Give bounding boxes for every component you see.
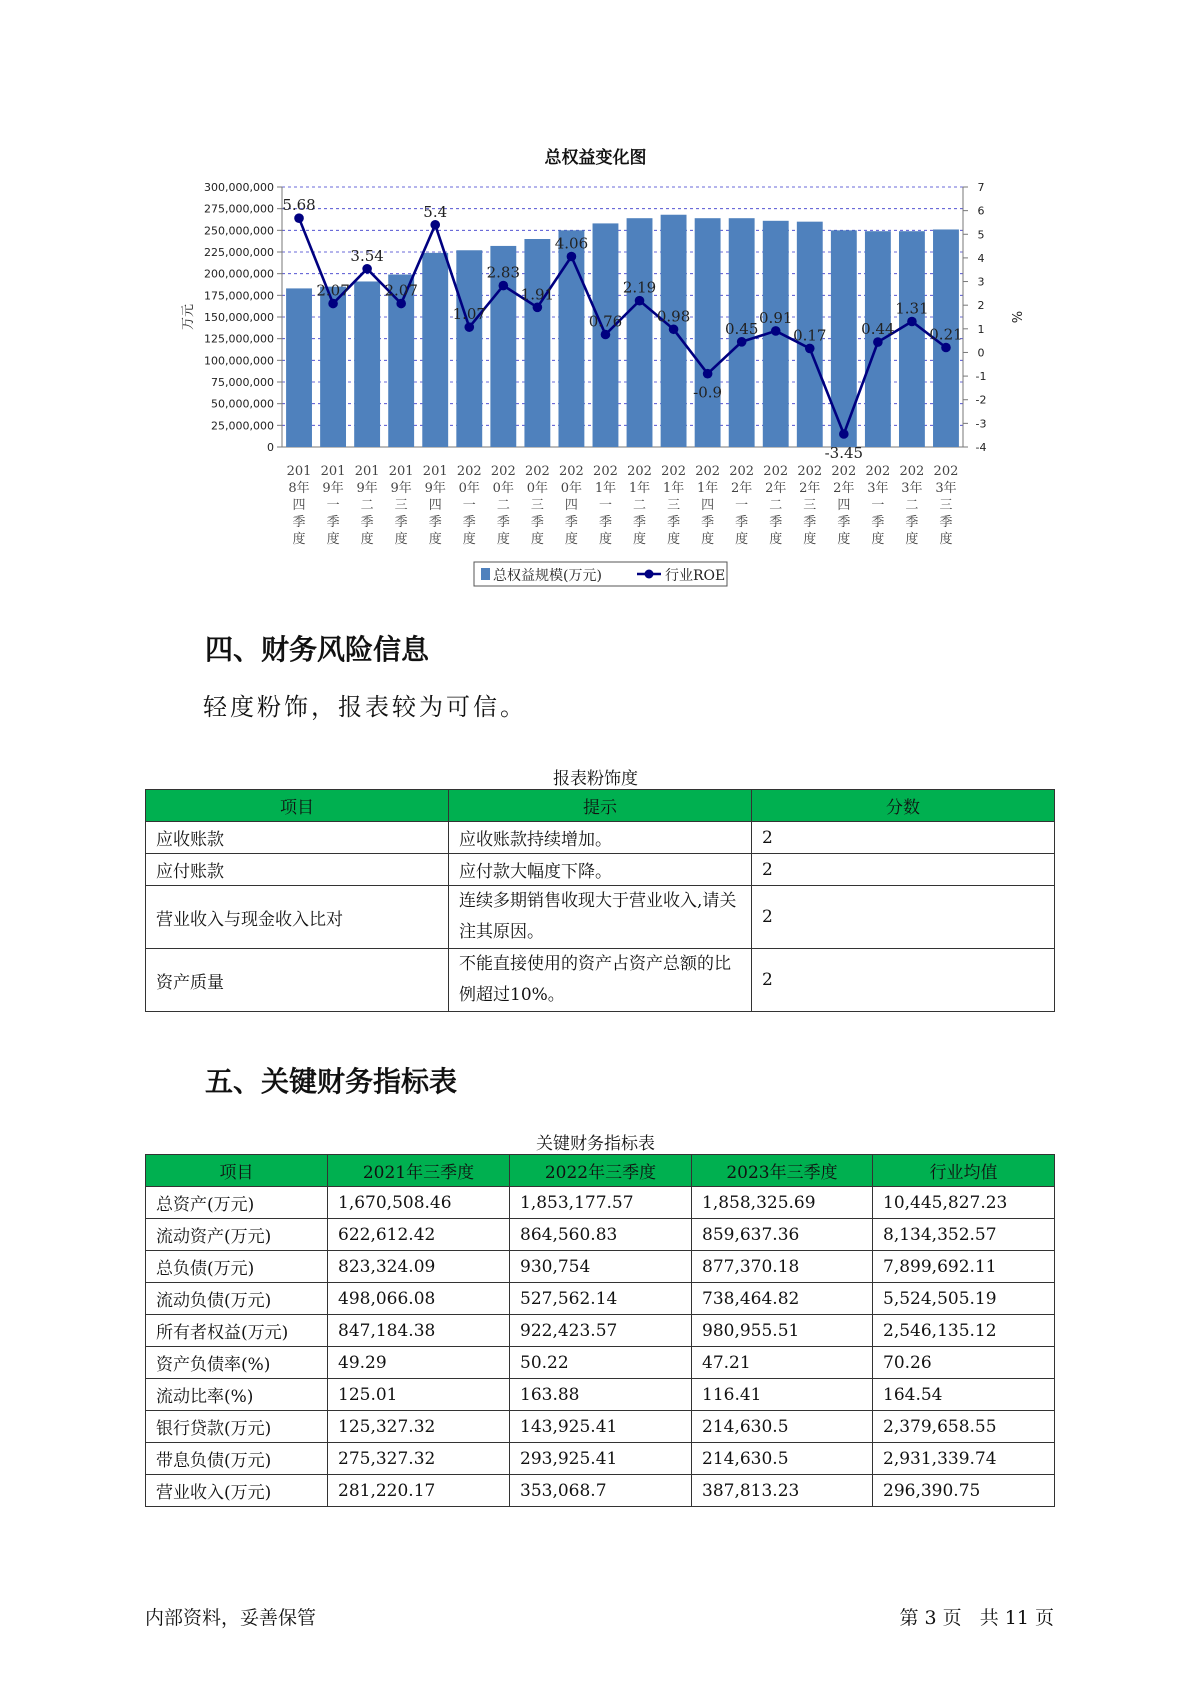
header-cell: 提示 bbox=[449, 790, 752, 822]
roe-point bbox=[703, 369, 713, 379]
right-tick-label: -3 bbox=[975, 417, 987, 431]
x-tick-label: 度 bbox=[905, 532, 919, 547]
x-tick-label: 一 bbox=[871, 498, 885, 513]
legend-label-roe: 行业ROE bbox=[665, 568, 726, 584]
right-tick-label: 2 bbox=[977, 299, 985, 313]
x-tick-label: 四 bbox=[292, 498, 306, 513]
score-cell: 2 bbox=[752, 854, 1055, 886]
x-tick-label: 1年 bbox=[662, 481, 685, 496]
indicator-value-cell: 527,562.14 bbox=[510, 1283, 692, 1315]
x-tick-label: 度 bbox=[462, 532, 476, 547]
indicator-name-cell: 总资产(万元) bbox=[146, 1187, 328, 1219]
x-tick-label: 季 bbox=[701, 515, 715, 530]
indicator-value-cell: 125.01 bbox=[328, 1379, 510, 1411]
indicator-table-caption: 关键财务指标表 bbox=[536, 1134, 655, 1154]
indicator-value-cell: 738,464.82 bbox=[692, 1283, 873, 1315]
x-tick-label: 四 bbox=[837, 498, 851, 513]
equity-bar bbox=[899, 231, 925, 447]
roe-point bbox=[737, 337, 747, 347]
right-tick-label: 6 bbox=[977, 204, 985, 218]
roe-data-label: 0.44 bbox=[861, 320, 895, 339]
x-tick-label: 2年 bbox=[833, 481, 855, 496]
indicator-name-cell: 流动负债(万元) bbox=[146, 1283, 328, 1315]
x-tick-label: 四 bbox=[564, 498, 578, 513]
indicator-value-cell: 8,134,352.57 bbox=[873, 1219, 1055, 1251]
right-tick-label: 5 bbox=[977, 228, 985, 242]
indicator-value-cell: 864,560.83 bbox=[510, 1219, 692, 1251]
section4-heading: 四、财务风险信息 bbox=[205, 633, 430, 666]
indicator-name-cell: 所有者权益(万元) bbox=[146, 1315, 328, 1347]
right-tick-label: 4 bbox=[977, 251, 985, 265]
indicator-value-cell: 859,637.36 bbox=[692, 1219, 873, 1251]
roe-data-label: 3.54 bbox=[350, 246, 384, 265]
table-row bbox=[146, 1475, 1055, 1507]
x-tick-label: 202 bbox=[729, 464, 755, 479]
roe-data-label: 0.21 bbox=[929, 325, 963, 344]
indicator-table-header bbox=[146, 1155, 1055, 1187]
left-tick-label: 125,000,000 bbox=[204, 332, 274, 346]
header-cell: 项目 bbox=[146, 1155, 328, 1187]
x-tick-label: 一 bbox=[598, 498, 612, 513]
x-tick-label: 度 bbox=[428, 532, 442, 547]
indicator-value-cell: 823,324.09 bbox=[328, 1251, 510, 1283]
right-tick-label: 1 bbox=[977, 322, 985, 336]
score-cell: 2 bbox=[752, 822, 1055, 854]
indicator-value-cell: 164.54 bbox=[873, 1379, 1055, 1411]
indicator-value-cell: 1,670,508.46 bbox=[328, 1187, 510, 1219]
indicator-value-cell: 498,066.08 bbox=[328, 1283, 510, 1315]
x-tick-label: 二 bbox=[633, 498, 647, 513]
x-tick-label: 一 bbox=[735, 498, 749, 513]
roe-point bbox=[464, 322, 474, 332]
indicator-value-cell: 1,858,325.69 bbox=[692, 1187, 873, 1219]
roe-point bbox=[328, 299, 338, 309]
x-tick-label: 202 bbox=[593, 464, 618, 479]
indicator-value-cell: 7,899,692.11 bbox=[873, 1251, 1055, 1283]
x-tick-label: 201 bbox=[354, 464, 380, 479]
indicator-name-cell: 流动比率(%) bbox=[146, 1379, 328, 1411]
score-cell: 2 bbox=[752, 886, 1055, 949]
x-tick-label: 0年 bbox=[560, 481, 583, 496]
x-tick-label: 8年 bbox=[288, 481, 310, 496]
roe-point bbox=[805, 344, 815, 354]
risk-table-header bbox=[146, 790, 1055, 822]
roe-data-label: 2.83 bbox=[486, 263, 521, 282]
x-tick-label: 二 bbox=[360, 498, 374, 513]
x-tick-label: 季 bbox=[428, 515, 442, 530]
indicator-name-cell: 资产负债率(%) bbox=[146, 1347, 328, 1379]
x-tick-label: 季 bbox=[939, 515, 953, 530]
indicator-value-cell: 214,630.5 bbox=[692, 1443, 873, 1475]
hint-cell: 应收账款持续增加。 bbox=[449, 822, 752, 854]
x-tick-label: 9年 bbox=[390, 481, 412, 496]
roe-data-label: 0.45 bbox=[724, 319, 759, 338]
x-tick-label: 三 bbox=[939, 498, 953, 513]
x-tick-label: 二 bbox=[769, 498, 783, 513]
left-tick-label: 275,000,000 bbox=[204, 202, 274, 216]
x-tick-label: 3年 bbox=[935, 481, 957, 496]
roe-point bbox=[635, 296, 645, 306]
left-tick-label: 100,000,000 bbox=[204, 354, 274, 368]
section4-text: 轻度粉饰，报表较为可信。 bbox=[203, 693, 527, 721]
indicator-value-cell: 50.22 bbox=[510, 1347, 692, 1379]
roe-point bbox=[873, 337, 883, 347]
x-tick-label: 度 bbox=[837, 532, 851, 547]
roe-data-label: 5.4 bbox=[423, 202, 448, 221]
indicator-value-cell: 47.21 bbox=[692, 1347, 873, 1379]
x-tick-label: 0年 bbox=[526, 481, 549, 496]
x-tick-label: 202 bbox=[456, 464, 482, 479]
x-tick-label: 季 bbox=[292, 515, 306, 530]
legend-bar-swatch bbox=[481, 568, 490, 580]
x-tick-label: 四 bbox=[428, 498, 442, 513]
indicator-value-cell: 10,445,827.23 bbox=[873, 1187, 1055, 1219]
roe-data-label: -0.9 bbox=[693, 383, 723, 402]
legend-line-marker bbox=[645, 570, 654, 579]
left-tick-label: 200,000,000 bbox=[204, 267, 274, 281]
left-tick-label: 150,000,000 bbox=[204, 311, 274, 324]
x-tick-label: 度 bbox=[394, 532, 408, 547]
chart-title: 总权益变化图 bbox=[544, 148, 647, 168]
roe-data-label: -3.45 bbox=[824, 444, 864, 462]
x-tick-label: 四 bbox=[701, 498, 715, 513]
x-tick-label: 度 bbox=[496, 532, 510, 547]
x-tick-label: 季 bbox=[905, 515, 919, 530]
indicator-value-cell: 877,370.18 bbox=[692, 1251, 873, 1283]
equity-chart bbox=[0, 0, 1191, 600]
indicator-value-cell: 214,630.5 bbox=[692, 1411, 873, 1443]
x-tick-label: 9年 bbox=[356, 481, 378, 496]
roe-point bbox=[669, 324, 679, 334]
left-tick-label: 300,000,000 bbox=[204, 181, 274, 194]
x-tick-label: 三 bbox=[394, 498, 408, 513]
x-tick-label: 202 bbox=[661, 464, 686, 479]
x-tick-label: 202 bbox=[524, 464, 550, 479]
x-tick-label: 201 bbox=[422, 464, 448, 479]
equity-bar bbox=[286, 288, 312, 447]
x-tick-label: 度 bbox=[360, 532, 374, 547]
equity-bar bbox=[695, 218, 721, 447]
left-tick-label: 75,000,000 bbox=[211, 376, 274, 389]
header-cell: 2022年三季度 bbox=[510, 1155, 692, 1187]
x-tick-label: 2年 bbox=[799, 481, 821, 496]
x-tick-label: 季 bbox=[496, 515, 510, 530]
x-tick-label: 201 bbox=[320, 464, 346, 479]
table-row bbox=[146, 1411, 1055, 1443]
roe-point bbox=[294, 213, 304, 223]
right-tick-label: -4 bbox=[975, 441, 987, 454]
risk-table bbox=[145, 789, 1055, 1012]
indicator-name-cell: 带息负债(万元) bbox=[146, 1443, 328, 1475]
left-tick-label: 225,000,000 bbox=[204, 246, 274, 259]
risk-table-caption: 报表粉饰度 bbox=[553, 769, 638, 789]
indicator-value-cell: 1,853,177.57 bbox=[510, 1187, 692, 1219]
x-tick-label: 度 bbox=[326, 532, 340, 547]
left-tick-label: 50,000,000 bbox=[211, 397, 274, 411]
x-tick-label: 季 bbox=[394, 515, 408, 530]
x-tick-label: 202 bbox=[627, 464, 652, 479]
x-tick-label: 3年 bbox=[901, 481, 923, 496]
indicator-name-cell: 总负债(万元) bbox=[146, 1251, 328, 1283]
x-tick-label: 季 bbox=[564, 515, 578, 530]
x-tick-label: 1年 bbox=[628, 481, 651, 496]
x-tick-label: 季 bbox=[462, 515, 476, 530]
roe-data-label: 0.98 bbox=[656, 307, 691, 326]
table-row bbox=[146, 1187, 1055, 1219]
table-row bbox=[146, 1219, 1055, 1251]
roe-point bbox=[771, 326, 781, 336]
roe-point bbox=[907, 317, 917, 327]
roe-point bbox=[533, 303, 543, 313]
legend-label-equity: 总权益规模(万元) bbox=[493, 568, 602, 584]
left-tick-label: 250,000,000 bbox=[204, 224, 274, 238]
equity-bar bbox=[320, 287, 346, 447]
right-tick-label: -2 bbox=[975, 393, 987, 407]
x-tick-label: 二 bbox=[496, 498, 510, 513]
indicator-value-cell: 163.88 bbox=[510, 1379, 692, 1411]
x-tick-label: 一 bbox=[326, 498, 340, 513]
hint-cell: 不能直接使用的资产占资产总额的比例超过10%。 bbox=[449, 949, 752, 1012]
roe-data-label: 0.76 bbox=[588, 312, 623, 331]
item-cell: 应付账款 bbox=[146, 854, 449, 886]
roe-data-label: 5.68 bbox=[282, 196, 316, 215]
x-tick-label: 0年 bbox=[458, 481, 480, 496]
indicator-value-cell: 49.29 bbox=[328, 1347, 510, 1379]
indicator-value-cell: 5,524,505.19 bbox=[873, 1283, 1055, 1315]
x-tick-label: 季 bbox=[871, 515, 885, 530]
x-tick-label: 季 bbox=[803, 515, 817, 530]
indicator-value-cell: 622,612.42 bbox=[328, 1219, 510, 1251]
x-tick-label: 季 bbox=[598, 515, 612, 530]
roe-point bbox=[430, 220, 440, 230]
right-axis-label: % bbox=[1008, 310, 1023, 324]
x-tick-label: 度 bbox=[667, 532, 681, 547]
header-cell: 2023年三季度 bbox=[692, 1155, 873, 1187]
indicator-value-cell: 847,184.38 bbox=[328, 1315, 510, 1347]
equity-bar bbox=[422, 253, 448, 447]
roe-data-label: 2.07 bbox=[316, 281, 350, 300]
indicator-value-cell: 125,327.32 bbox=[328, 1411, 510, 1443]
equity-bar bbox=[456, 250, 482, 447]
indicator-value-cell: 2,379,658.55 bbox=[873, 1411, 1055, 1443]
x-tick-label: 度 bbox=[292, 532, 306, 547]
x-tick-label: 三 bbox=[803, 498, 817, 513]
x-tick-label: 1年 bbox=[594, 481, 617, 496]
table-row bbox=[146, 822, 1055, 854]
x-tick-label: 季 bbox=[530, 515, 544, 530]
table-row bbox=[146, 886, 1055, 949]
x-tick-label: 2年 bbox=[765, 481, 787, 496]
indicator-name-cell: 营业收入(万元) bbox=[146, 1475, 328, 1507]
table-row bbox=[146, 1251, 1055, 1283]
right-tick-label: 3 bbox=[977, 275, 985, 289]
left-tick-label: 0 bbox=[267, 441, 274, 454]
roe-data-label: 2.07 bbox=[384, 281, 418, 300]
x-tick-label: 9年 bbox=[322, 481, 344, 496]
x-tick-label: 202 bbox=[763, 464, 789, 479]
roe-point bbox=[499, 281, 509, 291]
item-cell: 营业收入与现金收入比对 bbox=[146, 886, 449, 949]
x-tick-label: 一 bbox=[462, 498, 476, 513]
indicator-value-cell: 922,423.57 bbox=[510, 1315, 692, 1347]
x-tick-label: 度 bbox=[735, 532, 749, 547]
x-tick-label: 9年 bbox=[424, 481, 446, 496]
x-tick-label: 季 bbox=[360, 515, 374, 530]
x-tick-label: 季 bbox=[633, 515, 647, 530]
indicator-value-cell: 353,068.7 bbox=[510, 1475, 692, 1507]
indicator-value-cell: 70.26 bbox=[873, 1347, 1055, 1379]
equity-bar bbox=[354, 281, 380, 447]
indicator-value-cell: 980,955.51 bbox=[692, 1315, 873, 1347]
indicator-value-cell: 930,754 bbox=[510, 1251, 692, 1283]
roe-point bbox=[567, 252, 577, 262]
x-tick-label: 3年 bbox=[867, 481, 889, 496]
roe-data-label: 0.91 bbox=[759, 308, 793, 327]
indicator-name-cell: 流动资产(万元) bbox=[146, 1219, 328, 1251]
right-tick-label: 7 bbox=[977, 181, 985, 194]
header-cell: 2021年三季度 bbox=[328, 1155, 510, 1187]
x-tick-label: 201 bbox=[286, 464, 312, 479]
x-tick-label: 度 bbox=[633, 532, 647, 547]
table-row bbox=[146, 1443, 1055, 1475]
left-tick-label: 25,000,000 bbox=[211, 419, 274, 433]
equity-bar bbox=[524, 239, 550, 447]
hint-cell: 应付款大幅度下降。 bbox=[449, 854, 752, 886]
x-tick-label: 2年 bbox=[731, 481, 753, 496]
x-tick-label: 202 bbox=[695, 464, 721, 479]
right-tick-label: 0 bbox=[977, 346, 985, 360]
x-tick-label: 度 bbox=[530, 532, 544, 547]
equity-bar bbox=[627, 218, 653, 447]
roe-data-label: 0.17 bbox=[793, 326, 827, 345]
header-cell: 分数 bbox=[752, 790, 1055, 822]
x-tick-label: 季 bbox=[667, 515, 681, 530]
item-cell: 资产质量 bbox=[146, 949, 449, 1012]
hint-cell: 连续多期销售收现大于营业收入,请关注其原因。 bbox=[449, 886, 752, 949]
roe-point bbox=[839, 429, 849, 439]
indicator-value-cell: 116.41 bbox=[692, 1379, 873, 1411]
indicator-value-cell: 387,813.23 bbox=[692, 1475, 873, 1507]
x-tick-label: 季 bbox=[769, 515, 783, 530]
roe-data-label: 1.07 bbox=[452, 305, 486, 324]
x-tick-label: 三 bbox=[530, 498, 544, 513]
x-tick-label: 度 bbox=[803, 532, 817, 547]
x-tick-label: 202 bbox=[490, 464, 516, 479]
indicator-value-cell: 293,925.41 bbox=[510, 1443, 692, 1475]
roe-data-label: 2.19 bbox=[622, 278, 657, 297]
x-tick-label: 季 bbox=[837, 515, 851, 530]
roe-point bbox=[396, 299, 406, 309]
x-tick-label: 201 bbox=[388, 464, 414, 479]
roe-point bbox=[601, 330, 611, 340]
x-tick-label: 度 bbox=[564, 532, 578, 547]
table-row bbox=[146, 854, 1055, 886]
indicator-value-cell: 143,925.41 bbox=[510, 1411, 692, 1443]
x-tick-label: 二 bbox=[905, 498, 919, 513]
x-tick-label: 202 bbox=[831, 464, 857, 479]
table-row bbox=[146, 1315, 1055, 1347]
footer-page-number: 第 3 页 共 11 页 bbox=[899, 1607, 1054, 1629]
x-tick-label: 202 bbox=[933, 464, 959, 479]
x-tick-label: 度 bbox=[769, 532, 783, 547]
indicator-value-cell: 2,546,135.12 bbox=[873, 1315, 1055, 1347]
item-cell: 应收账款 bbox=[146, 822, 449, 854]
indicator-table bbox=[145, 1154, 1055, 1507]
roe-data-label: 1.31 bbox=[895, 299, 929, 318]
x-tick-label: 度 bbox=[598, 532, 612, 547]
x-tick-label: 202 bbox=[559, 464, 584, 479]
x-tick-label: 度 bbox=[701, 532, 715, 547]
roe-point bbox=[362, 264, 372, 274]
x-tick-label: 度 bbox=[871, 532, 885, 547]
table-row bbox=[146, 1347, 1055, 1379]
footer-confidential: 内部资料，妥善保管 bbox=[145, 1607, 317, 1629]
header-cell: 项目 bbox=[146, 790, 449, 822]
x-tick-label: 季 bbox=[735, 515, 749, 530]
right-tick-label: -1 bbox=[975, 370, 987, 384]
roe-point bbox=[941, 343, 951, 353]
x-tick-label: 三 bbox=[667, 498, 681, 513]
roe-data-label: 4.06 bbox=[554, 234, 589, 253]
table-row bbox=[146, 949, 1055, 1012]
indicator-value-cell: 281,220.17 bbox=[328, 1475, 510, 1507]
table-row bbox=[146, 1379, 1055, 1411]
indicator-value-cell: 275,327.32 bbox=[328, 1443, 510, 1475]
x-tick-label: 0年 bbox=[492, 481, 514, 496]
equity-bar bbox=[558, 230, 584, 447]
x-tick-label: 202 bbox=[865, 464, 891, 479]
indicator-name-cell: 银行贷款(万元) bbox=[146, 1411, 328, 1443]
indicator-value-cell: 2,931,339.74 bbox=[873, 1443, 1055, 1475]
x-tick-label: 202 bbox=[899, 464, 925, 479]
left-tick-label: 175,000,000 bbox=[204, 289, 274, 303]
left-axis-label: 万元 bbox=[181, 303, 196, 331]
x-tick-label: 202 bbox=[797, 464, 823, 479]
x-tick-label: 季 bbox=[326, 515, 340, 530]
header-cell: 行业均值 bbox=[873, 1155, 1055, 1187]
indicator-value-cell: 296,390.75 bbox=[873, 1475, 1055, 1507]
roe-data-label: 1.91 bbox=[520, 285, 555, 304]
score-cell: 2 bbox=[752, 949, 1055, 1012]
section5-heading: 五、关键财务指标表 bbox=[205, 1065, 458, 1098]
table-row bbox=[146, 1283, 1055, 1315]
x-tick-label: 度 bbox=[939, 532, 953, 547]
x-tick-label: 1年 bbox=[696, 481, 719, 496]
